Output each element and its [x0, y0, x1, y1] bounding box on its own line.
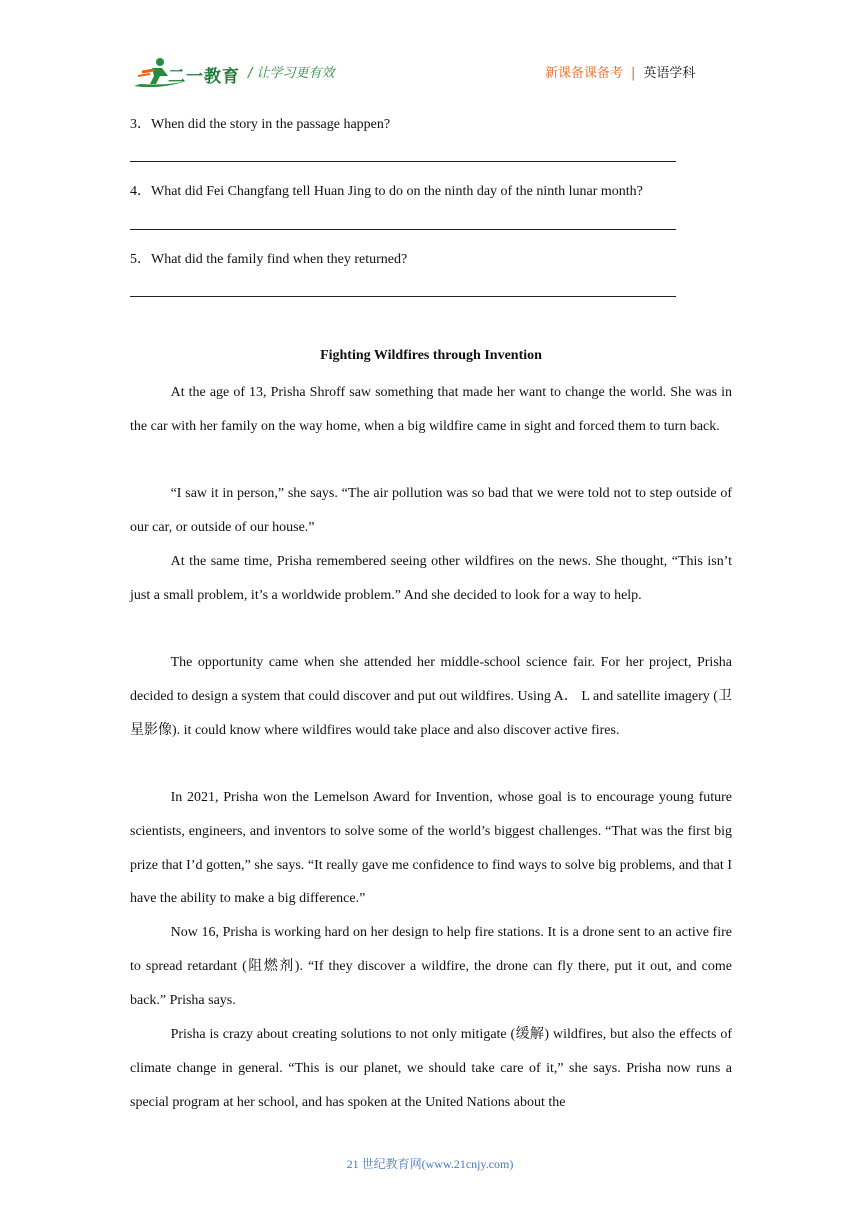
- answer-line-4[interactable]: [130, 229, 676, 230]
- header-right: [545, 62, 695, 81]
- article-paragraph: Now 16, Prisha is working hard on her design to help fire stations. It is a drone sent to an active fire to spread retardant (阻燃剂). “If they discover a wildfire, the drone can fly there, put it out, and come back.” Prisha says.: [130, 925, 732, 1008]
- article-paragraph: At the same time, Prisha remembered seeing other wildfires on the news. She thought, “This isn’t just a small problem, it’s a worldwide problem.” And she decided to look for a way to help.: [130, 554, 732, 603]
- page-footer: 21 世纪教育网(www.21cnjy.com): [346, 1157, 514, 1171]
- slogan: / 让学习更有效: [248, 66, 335, 81]
- subject-label: 英语学科: [643, 66, 696, 81]
- logo-text: 二一教育: [168, 67, 240, 87]
- course-label: 新课备课备考: [545, 66, 624, 81]
- article-paragraph: In 2021, Prisha won the Lemelson Award for Invention, whose goal is to encourage young future scientists, engineers, and inventors to solve some of the world’s biggest challenges. “That was the first big prize that I’d gotten,” she says. “It really gave me confidence to find ways to solve big problems, and that I have the ability to make a big difference.”: [130, 790, 732, 907]
- answer-line-3[interactable]: [130, 161, 676, 162]
- article-paragraph: Prisha is crazy about creating solutions to not only mitigate (缓解) wildfires, but also the effects of climate change in general. “This is our planet, we should take care of it,” she says. Prisha now runs a special program at her school, and has spoken at the United Nations about the: [130, 1027, 732, 1110]
- header-separator: |: [631, 66, 636, 81]
- article-paragraph: At the age of 13, Prisha Shroff saw something that made her want to change the world. She was in the car with her family on the way home, when a big wildfire came in sight and forced them to turn back.: [130, 385, 732, 434]
- article-paragraph: “I saw it in person,” she says. “The air pollution was so bad that we were told not to step outside of our car, or outside of our house.”: [130, 486, 732, 535]
- page-header: [0, 0, 860, 100]
- question-5: 5．What did the family find when they returned?: [130, 252, 408, 267]
- article-title: Fighting Wildfires through Invention: [320, 348, 542, 363]
- answer-line-5[interactable]: [130, 296, 676, 297]
- article-paragraph: The opportunity came when she attended her middle-school science fair. For her project, Prisha decided to design a system that could discover and put out wildfires. Using A． L and satellite imagery (卫星影像). it could know where wildfires would take place and also discover active fires.: [130, 655, 732, 738]
- question-3: 3．When did the story in the passage happen?: [130, 117, 391, 132]
- question-4: 4．What did Fei Changfang tell Huan Jing to do on the ninth day of the ninth lunar month?: [130, 184, 643, 199]
